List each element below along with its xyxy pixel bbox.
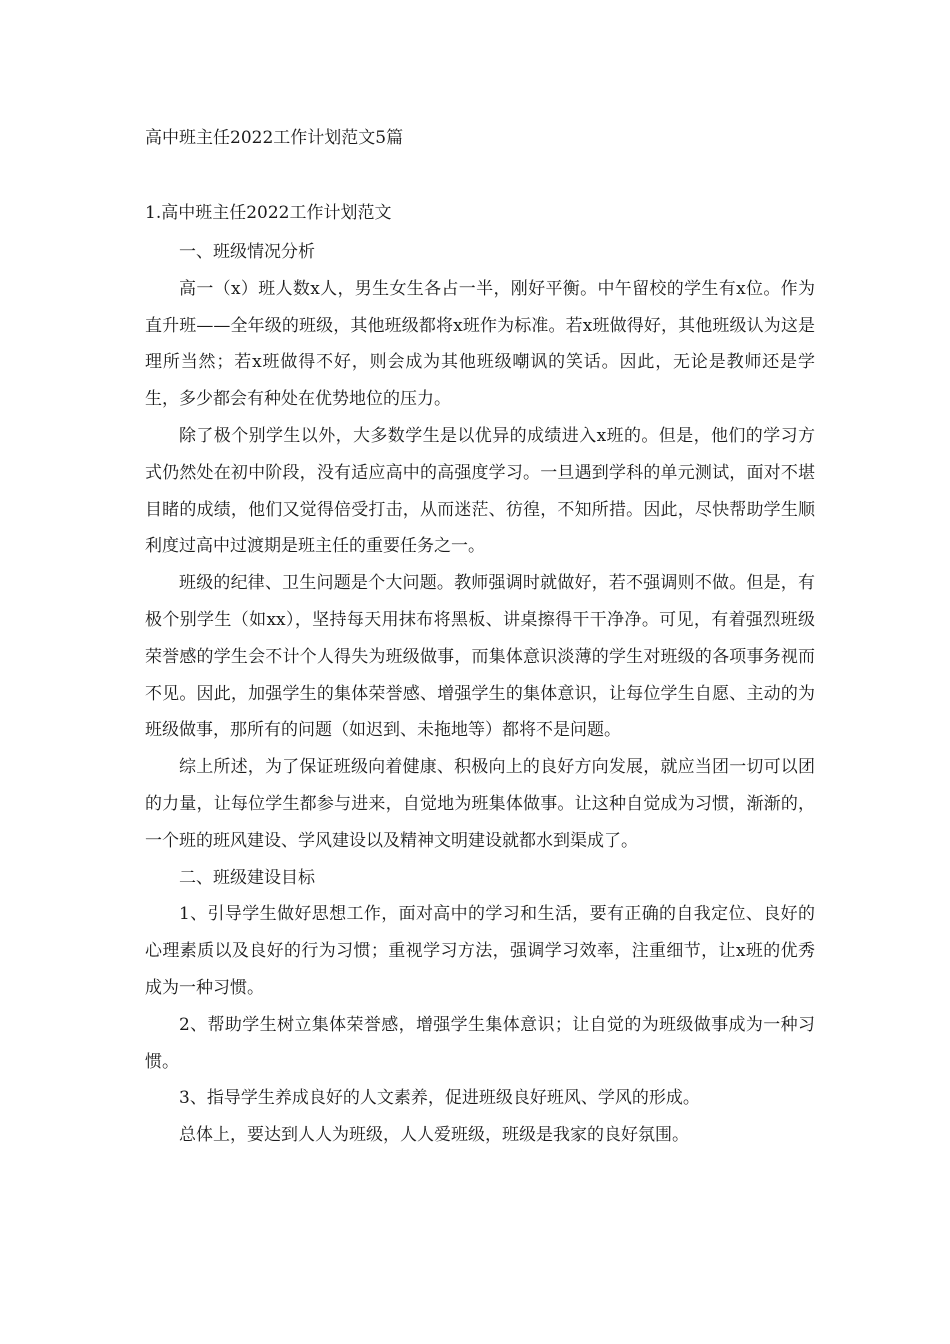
paragraph: 总体上，要达到人人为班级，人人爱班级，班级是我家的良好氛围。 [179,1125,689,1146]
paragraph: 高一（x）班人数x人，男生女生各占一半，刚好平衡。中午留校的学生有x位。作为直升班——全年级的班级，其他班级都将x班作为标准。若x班做得好，其他班级认为这是理所当然；若x班做得不好，则会成为其他班级嘲讽的笑话。因此，无论是教师还是学生，多少都会有种处在优势地位的压力。 [145,278,815,410]
paragraph: 综上所述，为了保证班级向着健康、积极向上的良好方向发展，就应当团一切可以团的力量，让每位学生都参与进来，自觉地为班集体做事。让这种自觉成为习惯，渐渐的，一个班的班风建设、学风建设以及精神文明建设就都水到渠成了。 [145,757,815,851]
document-body [145,234,815,1154]
document-title: 高中班主任2022工作计划范文5篇 [145,128,404,148]
list-item: 3、指导学生养成良好的人文素养，促进班级良好班风、学风的形成。 [179,1088,700,1109]
heading-class-goals: 二、班级建设目标 [179,867,315,888]
list-item: 2、帮助学生树立集体荣誉感，增强学生集体意识；让自觉的为班级做事成为一种习惯。 [145,1014,815,1072]
list-item: 1、引导学生做好思想工作，面对高中的学习和生活，要有正确的自我定位、良好的心理素质以及良好的行为习惯；重视学习方法，强调学习效率，注重细节，让x班的优秀成为一种习惯。 [145,904,815,998]
paragraph: 除了极个别学生以外，大多数学生是以优异的成绩进入x班的。但是，他们的学习方式仍然处在初中阶段，没有适应高中的高强度学习。一旦遇到学科的单元测试，面对不堪目睹的成绩，他们又觉得倍受打击，从而迷茫、彷徨，不知所措。因此，尽快帮助学生顺利度过高中过渡期是班主任的重要任务之一。 [145,425,815,557]
heading-class-analysis: 一、班级情况分析 [179,242,315,262]
paragraph: 班级的纪律、卫生问题是个大问题。教师强调时就做好，若不强调则不做。但是，有极个别学生（如xx），坚持每天用抹布将黑板、讲桌擦得干干净净。可见，有着强烈班级荣誉感的学生会不计个人得失为班级做事，而集体意识淡薄的学生对班级的各项事务视而不见。因此，加强学生的集体荣誉感、增强学生的集体意识，让每位学生自愿、主动的为班级做事，那所有的问题（如迟到、未拖地等）都将不是问题。 [145,573,815,741]
section-title: 1.高中班主任2022工作计划范文 [145,203,392,223]
